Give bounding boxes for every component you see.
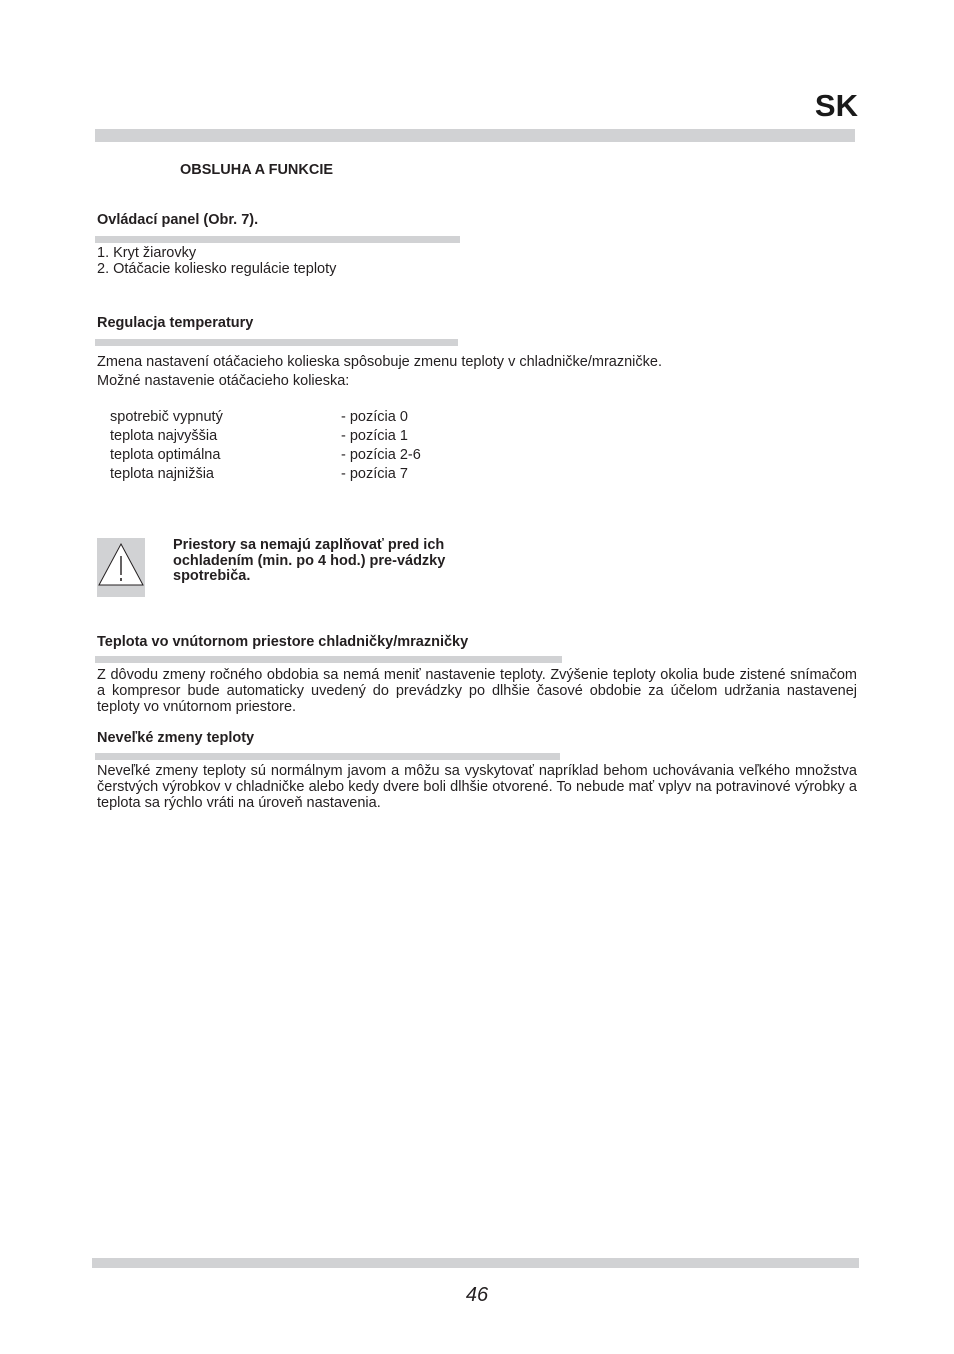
setting-label: spotrebič vypnutý (110, 409, 223, 425)
small-changes-heading: Nevеľké zmeny teploty (97, 730, 255, 746)
setting-value: - pozícia 2-6 (341, 447, 421, 463)
inner-temp-text: Z dôvodu zmeny ročného obdobia sa nemá meniť nastavenie teploty. Zvýšenie teploty okolia bude zistené snímačom a kompresor bude automaticky uvedený do prevádzky po dlhšie časové obdobie za účelom udržania nastavenej teploty vo vnútornom priestore. (97, 667, 857, 715)
control-panel-divider (95, 236, 460, 243)
temp-regulation-line2: Možné nastavenie otáčacieho kolieska: (97, 373, 350, 389)
temp-regulation-line1: Zmena nastavení otáčacieho kolieska spôsobuje zmenu teploty v chladničke/mrazničke. (97, 354, 662, 370)
control-panel-list (97, 245, 336, 277)
section-title: OBSLUHA A FUNKCIE (180, 162, 334, 178)
setting-label: teplota optimálna (110, 447, 221, 463)
control-panel-heading: Ovládací panel (Obr. 7). (97, 212, 259, 228)
inner-temp-divider (95, 656, 562, 663)
setting-value: - pozícia 0 (341, 409, 408, 425)
small-changes-text: Nevеľké zmeny teploty sú normálnym javom a môžu sa vyskytovať napríklad behom uchovávania veľkého množstva čerstvých výrobkov v chladničke alebo kedy dvere boli dlhšie otvorené. To nebude mať vplyv na potravinové výrobky a teplota sa rýchlo vráti na úroveň nastavenia. (97, 763, 857, 811)
list-item: 2. Otáčacie koliesko regulácie teploty (97, 261, 337, 277)
warning-triangle-icon (97, 538, 145, 597)
warning-text: Priestory sa nemajú zaplňovať pred ich ochladením (min. po 4 hod.) pre-vádzky spotrebiča. (173, 537, 446, 584)
setting-value: - pozícia 7 (341, 466, 408, 482)
page-number: 46 (465, 1284, 489, 1306)
setting-value: - pozícia 1 (341, 428, 408, 444)
header-divider (95, 129, 855, 142)
warning-icon-box (97, 538, 145, 597)
temp-regulation-divider (95, 339, 458, 346)
inner-temp-heading: Teplota vo vnútornom priestore chladničky/mrazničky (97, 634, 469, 650)
temp-regulation-heading: Regulacja temperatury (97, 315, 254, 331)
setting-label: teplota najvyššia (110, 428, 218, 444)
language-code: SK (814, 88, 858, 123)
small-changes-divider (95, 753, 560, 760)
list-item: 1. Kryt žiarovky (97, 245, 197, 261)
footer-divider (92, 1258, 859, 1268)
setting-label: teplota najnižšia (110, 466, 214, 482)
